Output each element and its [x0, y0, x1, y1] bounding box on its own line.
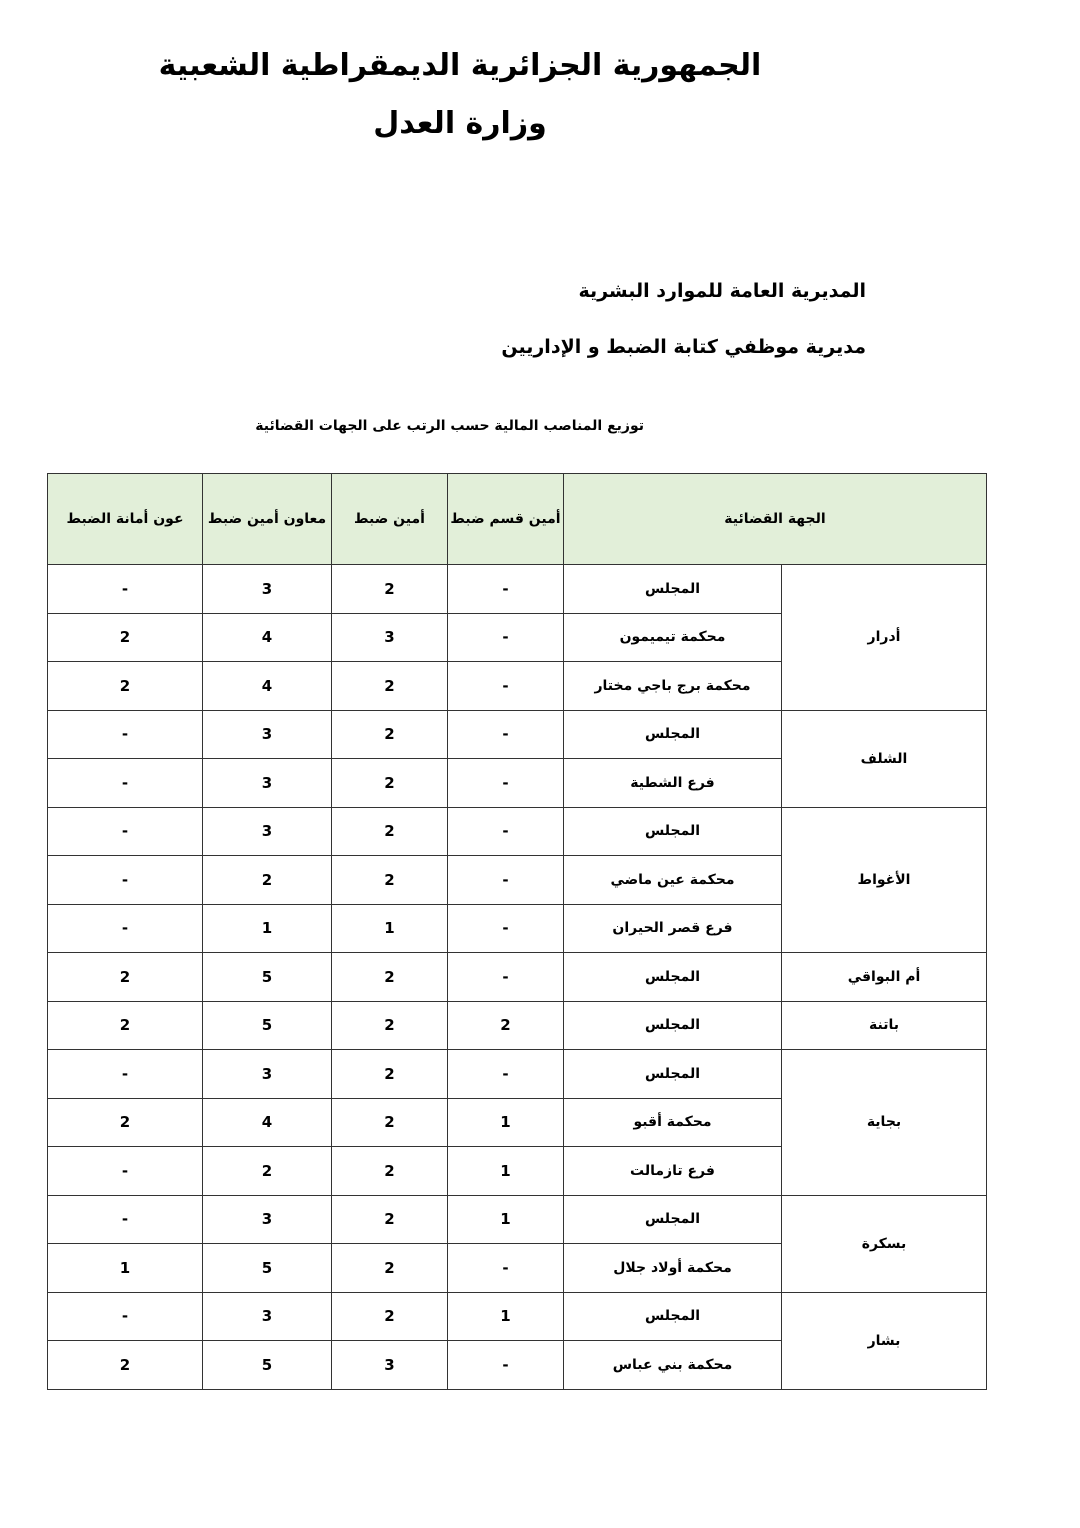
- cell-section-clerk: -: [448, 759, 564, 808]
- cell-section-clerk: 1: [448, 1098, 564, 1147]
- cell-section-clerk: 1: [448, 1292, 564, 1341]
- cell-clerk: 2: [332, 1292, 448, 1341]
- cell-registry-agent: -: [48, 565, 203, 614]
- cell-registry-agent: -: [48, 856, 203, 905]
- table-header-row: [48, 474, 987, 565]
- region-cell: الشلف: [782, 710, 987, 807]
- cell-assistant-clerk: 1: [203, 904, 332, 953]
- court-cell: فرع الشطية: [564, 759, 782, 808]
- court-cell: المجلس: [564, 710, 782, 759]
- cell-section-clerk: -: [448, 904, 564, 953]
- cell-clerk: 2: [332, 662, 448, 711]
- court-cell: المجلس: [564, 953, 782, 1002]
- table-row: [48, 1292, 987, 1341]
- cell-registry-agent: 2: [48, 1098, 203, 1147]
- table-row: [48, 953, 987, 1002]
- court-cell: محكمة تيميمون: [564, 613, 782, 662]
- cell-clerk: 2: [332, 565, 448, 614]
- cell-registry-agent: -: [48, 710, 203, 759]
- region-cell: بجاية: [782, 1050, 987, 1196]
- cell-section-clerk: -: [448, 807, 564, 856]
- cell-clerk: 2: [332, 807, 448, 856]
- ministry-title: وزارة العدل: [373, 106, 547, 141]
- region-cell: أم البواقي: [782, 953, 987, 1002]
- cell-clerk: 2: [332, 759, 448, 808]
- table-row: [48, 1050, 987, 1099]
- cell-clerk: 3: [332, 613, 448, 662]
- cell-registry-agent: 2: [48, 1001, 203, 1050]
- cell-registry-agent: -: [48, 759, 203, 808]
- cell-assistant-clerk: 4: [203, 1098, 332, 1147]
- cell-section-clerk: 2: [448, 1001, 564, 1050]
- cell-registry-agent: -: [48, 1195, 203, 1244]
- cell-assistant-clerk: 5: [203, 1001, 332, 1050]
- table-row: [48, 1195, 987, 1244]
- cell-section-clerk: -: [448, 710, 564, 759]
- court-cell: محكمة أقبو: [564, 1098, 782, 1147]
- cell-clerk: 2: [332, 1098, 448, 1147]
- cell-section-clerk: -: [448, 613, 564, 662]
- court-cell: المجلس: [564, 1001, 782, 1050]
- cell-clerk: 2: [332, 1195, 448, 1244]
- cell-clerk: 2: [332, 710, 448, 759]
- cell-registry-agent: 2: [48, 662, 203, 711]
- cell-assistant-clerk: 2: [203, 1147, 332, 1196]
- cell-section-clerk: 1: [448, 1195, 564, 1244]
- cell-registry-agent: 2: [48, 613, 203, 662]
- region-cell: الأغواط: [782, 807, 987, 953]
- cell-section-clerk: -: [448, 1050, 564, 1099]
- region-cell: باتنة: [782, 1001, 987, 1050]
- court-cell: محكمة برج باجي مختار: [564, 662, 782, 711]
- cell-registry-agent: -: [48, 807, 203, 856]
- cell-registry-agent: 2: [48, 953, 203, 1002]
- republic-title: الجمهورية الجزائرية الديمقراطية الشعبية: [158, 48, 762, 83]
- court-cell: المجلس: [564, 1195, 782, 1244]
- cell-assistant-clerk: 3: [203, 1050, 332, 1099]
- table-body: [48, 565, 987, 1390]
- cell-registry-agent: -: [48, 1147, 203, 1196]
- cell-assistant-clerk: 4: [203, 662, 332, 711]
- table-row: [48, 807, 987, 856]
- cell-clerk: 2: [332, 1001, 448, 1050]
- header-assistant-clerk: معاون أمين ضبط: [203, 474, 332, 565]
- cell-assistant-clerk: 5: [203, 1341, 332, 1390]
- cell-assistant-clerk: 5: [203, 953, 332, 1002]
- cell-section-clerk: -: [448, 1341, 564, 1390]
- table-caption: توزيع المناصب المالية حسب الرتب على الجهات القضائية: [255, 418, 644, 434]
- court-cell: محكمة عين ماضي: [564, 856, 782, 905]
- cell-registry-agent: -: [48, 904, 203, 953]
- cell-section-clerk: -: [448, 856, 564, 905]
- cell-registry-agent: 2: [48, 1341, 203, 1390]
- header-clerk: أمين ضبط: [332, 474, 448, 565]
- header-entity: الجهة القضائية: [564, 474, 987, 565]
- court-cell: فرع قصر الحيران: [564, 904, 782, 953]
- table-row: [48, 710, 987, 759]
- cell-assistant-clerk: 3: [203, 1292, 332, 1341]
- court-cell: المجلس: [564, 565, 782, 614]
- cell-assistant-clerk: 2: [203, 856, 332, 905]
- cell-registry-agent: 1: [48, 1244, 203, 1293]
- cell-registry-agent: -: [48, 1292, 203, 1341]
- cell-clerk: 2: [332, 1244, 448, 1293]
- court-cell: محكمة أولاد جلال: [564, 1244, 782, 1293]
- cell-clerk: 2: [332, 1050, 448, 1099]
- cell-section-clerk: -: [448, 953, 564, 1002]
- posts-distribution-table: [47, 473, 987, 1390]
- court-cell: محكمة بني عباس: [564, 1341, 782, 1390]
- table-row: [48, 565, 987, 614]
- cell-section-clerk: -: [448, 565, 564, 614]
- directorate-staff-line: مديرية موظفي كتابة الضبط و الإداريين: [501, 336, 866, 358]
- court-cell: المجلس: [564, 1050, 782, 1099]
- region-cell: أدرار: [782, 565, 987, 711]
- cell-clerk: 2: [332, 953, 448, 1002]
- region-cell: بشار: [782, 1292, 987, 1389]
- cell-registry-agent: -: [48, 1050, 203, 1099]
- cell-section-clerk: 1: [448, 1147, 564, 1196]
- cell-section-clerk: -: [448, 662, 564, 711]
- court-cell: فرع تازمالت: [564, 1147, 782, 1196]
- region-cell: بسكرة: [782, 1195, 987, 1292]
- cell-assistant-clerk: 3: [203, 565, 332, 614]
- court-cell: المجلس: [564, 807, 782, 856]
- cell-section-clerk: -: [448, 1244, 564, 1293]
- directorate-general-line: المديرية العامة للموارد البشرية: [578, 280, 866, 302]
- cell-assistant-clerk: 3: [203, 710, 332, 759]
- cell-clerk: 2: [332, 1147, 448, 1196]
- cell-clerk: 2: [332, 856, 448, 905]
- cell-assistant-clerk: 5: [203, 1244, 332, 1293]
- cell-clerk: 1: [332, 904, 448, 953]
- cell-assistant-clerk: 4: [203, 613, 332, 662]
- cell-assistant-clerk: 3: [203, 759, 332, 808]
- court-cell: المجلس: [564, 1292, 782, 1341]
- table-row: [48, 1001, 987, 1050]
- cell-clerk: 3: [332, 1341, 448, 1390]
- header-section-clerk: أمين قسم ضبط: [448, 474, 564, 565]
- cell-assistant-clerk: 3: [203, 807, 332, 856]
- cell-assistant-clerk: 3: [203, 1195, 332, 1244]
- header-registry-agent: عون أمانة الضبط: [48, 474, 203, 565]
